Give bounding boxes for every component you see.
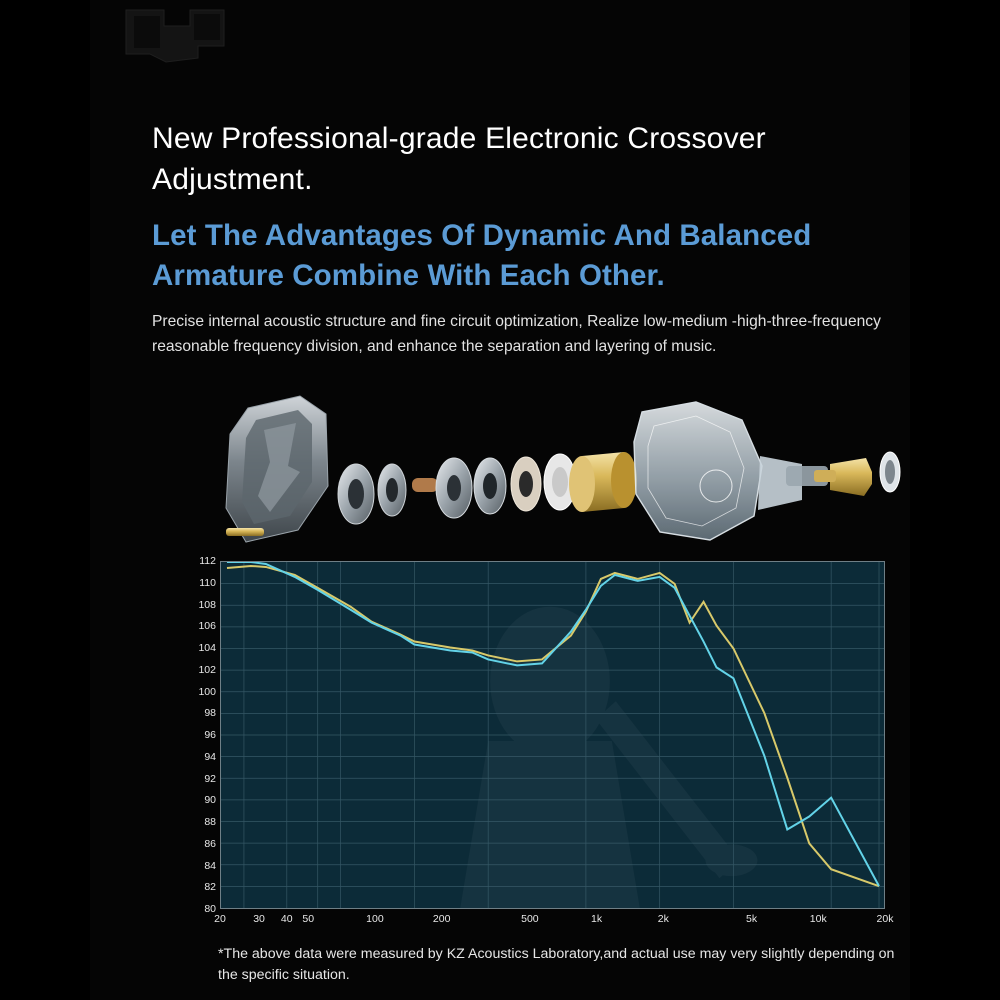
y-tick-label: 84: [204, 859, 216, 872]
y-tick-label: 96: [204, 729, 216, 741]
x-tick-label: 50: [302, 913, 315, 925]
y-tick-label: 88: [204, 816, 216, 828]
x-tick-label: 200: [432, 913, 451, 925]
y-tick-label: 90: [204, 794, 216, 807]
y-tick-label: 102: [198, 663, 216, 676]
chart-plot-area: [220, 561, 885, 909]
y-tick-label: 108: [198, 598, 216, 611]
y-tick-label: 80: [204, 903, 216, 915]
frequency-response-chart: [110, 553, 900, 923]
y-tick-label: 100: [198, 685, 216, 698]
chart-lines: [221, 562, 884, 908]
y-tick-label: 86: [204, 837, 216, 850]
y-tick-label: 94: [204, 750, 216, 763]
y-tick-label: 104: [198, 642, 216, 654]
x-tick-label: 10k: [809, 913, 827, 925]
page-title: New Professional-grade Electronic Crossover Adjustment.: [152, 122, 766, 197]
y-tick-label: 82: [204, 881, 216, 894]
chart-y-axis-labels: [180, 553, 216, 915]
exploded-earphone-parts-image: [130, 390, 910, 560]
content-panel: [90, 0, 910, 1000]
x-tick-label: 20: [214, 913, 226, 925]
y-tick-label: 112: [199, 555, 216, 567]
y-tick-label: 92: [204, 772, 216, 785]
x-tick-label: 500: [521, 913, 539, 925]
x-tick-label: 20k: [876, 913, 894, 925]
x-tick-label: 2k: [657, 913, 669, 925]
description-text: Precise internal acoustic structure and fine circuit optimization, Realize low-medium -high-three-frequency reasonable frequency division, and enhance the separation and layering of music.: [152, 313, 881, 355]
y-tick-label: 110: [199, 576, 216, 589]
x-tick-label: 5k: [745, 913, 758, 925]
x-tick-label: 30: [253, 913, 265, 925]
x-tick-label: 40: [280, 913, 293, 925]
page-subtitle: Let The Advantages Of Dynamic And Balanced Armature Combine With Each Other.: [152, 219, 812, 293]
corner-bracket-icon: [120, 6, 240, 68]
y-tick-label: 106: [198, 620, 216, 633]
chart-x-axis-labels: [214, 913, 900, 929]
chart-footnote: *The above data were measured by KZ Acoustics Laboratory,and actual use may very slightly depending on the specific situation.: [218, 946, 895, 984]
y-tick-label: 98: [204, 707, 216, 720]
x-tick-label: 1k: [591, 913, 603, 925]
x-tick-label: 100: [366, 913, 384, 925]
